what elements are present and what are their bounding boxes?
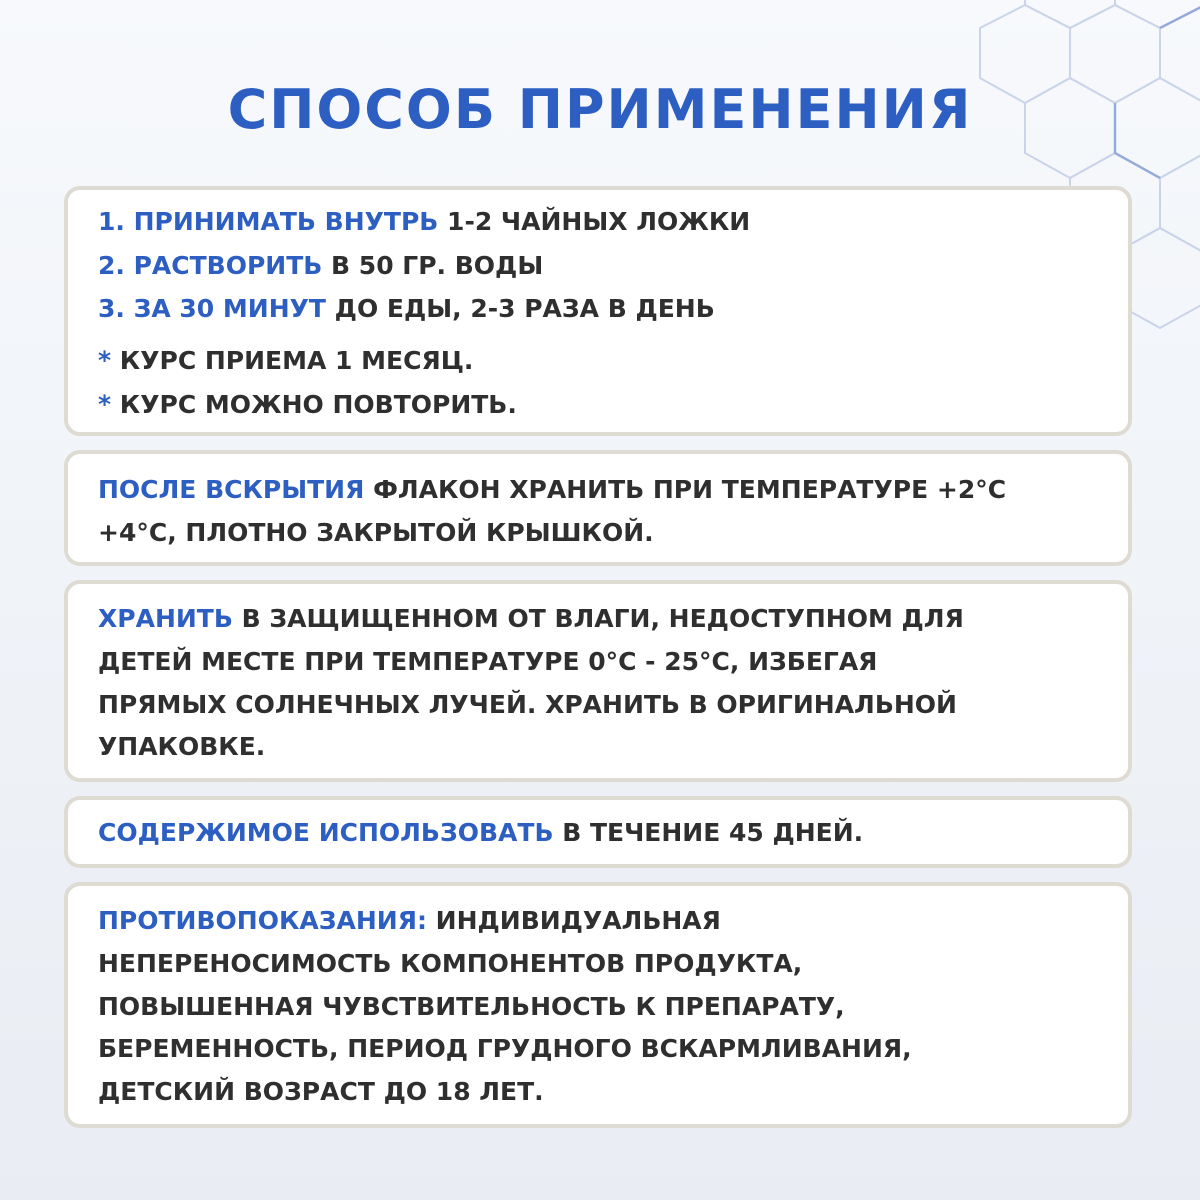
page-title: СПОСОБ ПРИМЕНЕНИЯ (227, 78, 973, 141)
storage-card (64, 580, 1132, 782)
contraindications-line-1: ПРОТИВОПОКАЗАНИЯ: ИНДИВИДУАЛЬНАЯ (98, 906, 721, 935)
dosage-card (64, 186, 1132, 436)
dosage-step-1: 1. ПРИНИМАТЬ ВНУТРЬ 1-2 ЧАЙНЫХ ЛОЖКИ (98, 207, 751, 236)
after-opening-line-1: ПОСЛЕ ВСКРЫТИЯ ФЛАКОН ХРАНИТЬ ПРИ ТЕМПЕРАТУРЕ +2°С (98, 475, 1007, 504)
after-opening-card (64, 450, 1132, 566)
storage-line-1: ХРАНИТЬ В ЗАЩИЩЕННОМ ОТ ВЛАГИ, НЕДОСТУПНОМ ДЛЯ (98, 604, 964, 633)
contraindications-line-3: ПОВЫШЕННАЯ ЧУВСТВИТЕЛЬНОСТЬ К ПРЕПАРАТУ, (98, 992, 845, 1021)
shelf-life-card (64, 796, 1132, 868)
dosage-step-2: 2. РАСТВОРИТЬ В 50 ГР. ВОДЫ (98, 251, 544, 280)
contraindications-line-4: БЕРЕМЕННОСТЬ, ПЕРИОД ГРУДНОГО ВСКАРМЛИВАНИЯ, (98, 1034, 912, 1063)
after-opening-line-2: +4°С, ПЛОТНО ЗАКРЫТОЙ КРЫШКОЙ. (98, 518, 654, 547)
shelf-life-line: СОДЕРЖИМОЕ ИСПОЛЬЗОВАТЬ В ТЕЧЕНИЕ 45 ДНЕЙ. (98, 818, 864, 847)
asterisk-icon: * (98, 346, 112, 375)
asterisk-icon: * (98, 390, 112, 419)
course-note-1: * КУРС ПРИЕМА 1 МЕСЯЦ. (98, 346, 474, 375)
storage-line-4: УПАКОВКЕ. (98, 732, 266, 761)
contraindications-card (64, 882, 1132, 1128)
storage-line-2: ДЕТЕЙ МЕСТЕ ПРИ ТЕМПЕРАТУРЕ 0°С - 25°С, ИЗБЕГАЯ (98, 647, 878, 676)
storage-line-3: ПРЯМЫХ СОЛНЕЧНЫХ ЛУЧЕЙ. ХРАНИТЬ В ОРИГИНАЛЬНОЙ (98, 690, 957, 719)
contraindications-line-2: НЕПЕРЕНОСИМОСТЬ КОМПОНЕНТОВ ПРОДУКТА, (98, 949, 803, 978)
dosage-step-3: 3. ЗА 30 МИНУТ ДО ЕДЫ, 2-3 РАЗА В ДЕНЬ (98, 294, 715, 323)
course-note-2: * КУРС МОЖНО ПОВТОРИТЬ. (98, 390, 517, 419)
contraindications-line-5: ДЕТСКИЙ ВОЗРАСТ ДО 18 ЛЕТ. (98, 1077, 544, 1106)
